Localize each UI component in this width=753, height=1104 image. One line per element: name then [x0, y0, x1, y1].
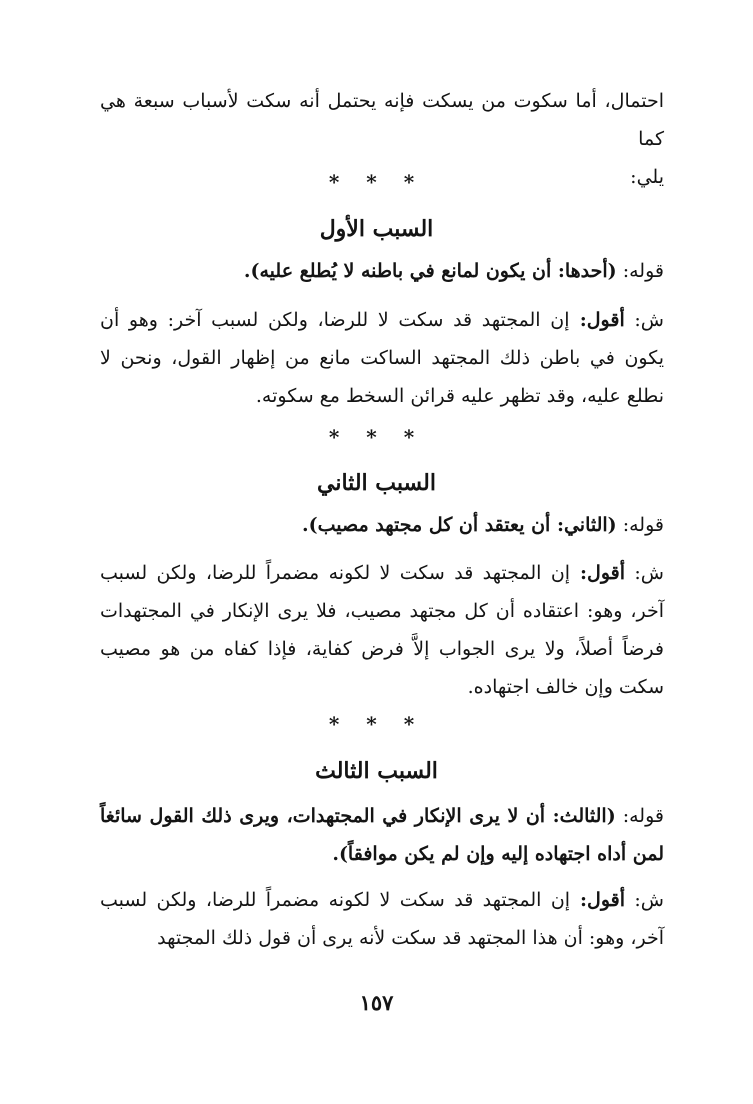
quote-text: (أحدها: أن يكون لمانع في باطنه لا يُطلع عليه). [243, 260, 617, 282]
commentary-text: إن المجتهد قد سكت لا لكونه مضمراً للرضا، ولكن لسبب آخر، وهو: اعتقاده أن كل مجتهد مصيب، فلا يرى الإنكار في المجتهدات فرضاً أصلاً، ولا يرى الجواب إلاَّ فرض كفاية، فإذا كفاه من هو مصيب سكت وإن خالف اجتهاده. [100, 562, 664, 698]
commentary-prefix: ش: [625, 889, 664, 911]
section-1-commentary [100, 301, 664, 415]
separator-1: * * * [328, 170, 425, 194]
section-3-commentary [100, 881, 664, 957]
intro-line-1: احتمال، أما سكوت من يسكت فإنه يحتمل أنه سكت لأسباب سبعة هي كما [100, 90, 664, 150]
section-2-quote [100, 506, 664, 544]
quote-text: (الثاني: أن يعتقد أن كل مجتهد مصيب). [302, 514, 617, 536]
commentary-text: إن المجتهد قد سكت لا لكونه مضمراً للرضا، ولكن لسبب آخر، وهو: أن هذا المجتهد قد سكت لأنه يرى أن قول ذلك المجتهد [100, 889, 664, 949]
intro-line-2: يلي: [630, 166, 664, 188]
quote-prefix: قوله: [615, 805, 664, 827]
section-3-quote [100, 797, 664, 873]
commentary-label: أقول: [570, 889, 626, 911]
section-2-title: السبب الثاني [317, 470, 436, 496]
section-2-commentary [100, 554, 664, 706]
commentary-label: أقول: [570, 562, 626, 584]
separator-3: * * * [328, 712, 425, 736]
quote-prefix: قوله: [616, 260, 664, 282]
separator-2: * * * [328, 425, 425, 449]
commentary-text: إن المجتهد قد سكت لا للرضا، ولكن لسبب آخر: وهو أن يكون في باطن ذلك المجتهد الساكت مانع من إظهار القول، ونحن لا نطلع عليه، وقد تظهر عليه قرائن السخط مع سكوته. [100, 309, 664, 407]
commentary-label: أقول: [569, 309, 625, 331]
section-1-title: السبب الأول [319, 216, 434, 242]
page-number: ١٥٧ [359, 990, 394, 1015]
section-1-quote [100, 252, 664, 290]
commentary-prefix: ش: [625, 562, 664, 584]
commentary-prefix: ش: [624, 309, 664, 331]
quote-text: (الثالث: أن لا يرى الإنكار في المجتهدات، ويرى ذلك القول سائغاً لمن أداه اجتهاده إليه وإن لم يكن موافقاً). [100, 805, 664, 865]
section-3-title: السبب الثالث [315, 758, 438, 784]
quote-prefix: قوله: [616, 514, 664, 536]
